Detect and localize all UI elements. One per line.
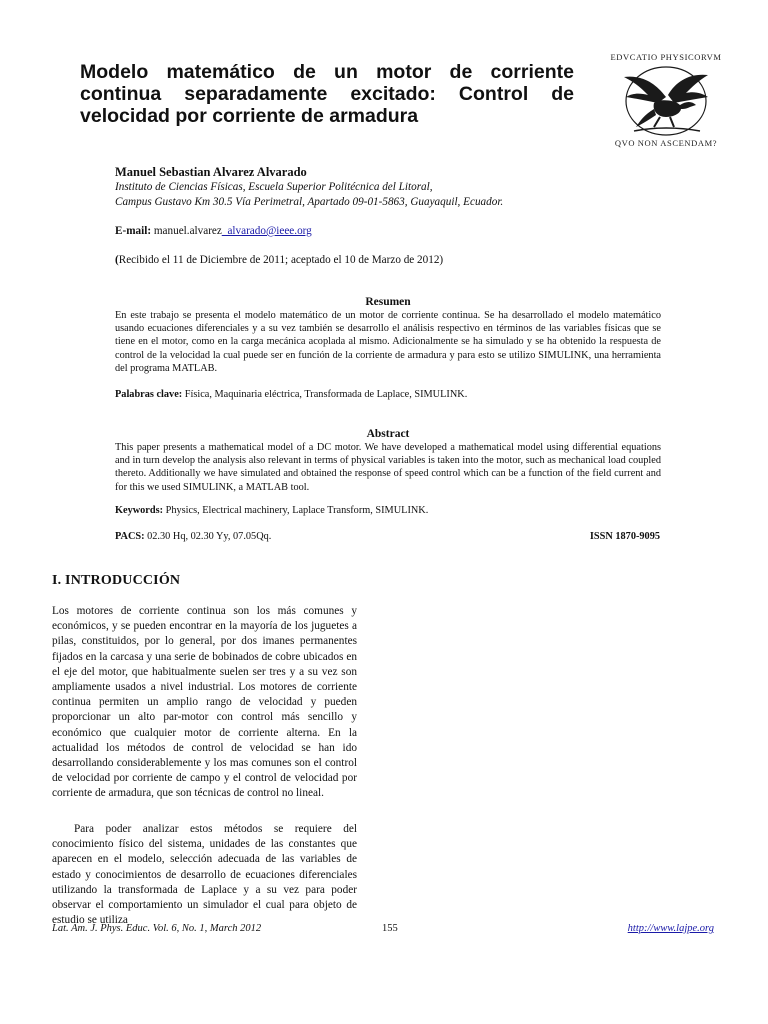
- page-title: Modelo matemático de un motor de corriente continua separadamente excitado: Control de velocidad por corriente de armadura: [80, 61, 574, 127]
- journal-logo: [596, 52, 736, 148]
- received-dates: [115, 254, 443, 266]
- author-email: [115, 225, 312, 237]
- author-name: Manuel Sebastian Alvarez Alvarado: [115, 165, 307, 179]
- resumen-text: En este trabajo se presenta el modelo matemático de un motor de corriente continua. Se ha desarrollado el modelo matemático usando ecuaciones diferenciales y a su vez también se desarrollo el análisis respectivo en términos de las variables físicas que se tiene en el motor, como en la carga mecánica acoplada al mismo. Adicionalmente se ha simulado y se ha obtenido la respuesta de control de la velocidad la cual puede ser en función de la corriente de armadura y para esto se utilizo SIMULINK, una herramienta del programa MATLAB.: [115, 310, 661, 374]
- logo-bottom-text: QVO NON ASCENDAM?: [614, 138, 718, 148]
- footer-page-number: 155: [382, 923, 398, 934]
- author-affiliation-line-2: Campus Gustavo Km 30.5 Vía Perimetral, Apartado 09-01-5863, Guayaquil, Ecuador.: [115, 196, 504, 208]
- paragraph-text: Para poder analizar estos métodos se requiere del conocimiento físico del sistema, unidades de las constantes que aparecen en el modelo, selección adecuada de las variables de estado y conocimientos de desarrollo de ecuaciones diferenciales utilizando la transformada de Laplace y a su vez para poder observar el comportamiento un simulador el cual para objeto de estudio se utiliza: [52, 823, 357, 927]
- keywords-label: Keywords:: [115, 505, 164, 516]
- intro-paragraph-1: [52, 604, 357, 802]
- issn-number: ISSN 1870-9095: [589, 531, 660, 542]
- palabras-clave-values: Física, Maquinaria eléctrica, Transformada de Laplace, SIMULINK.: [182, 389, 468, 400]
- email-user: manuel.alvarez: [153, 225, 222, 237]
- resumen-heading: Resumen: [365, 296, 411, 308]
- intro-paragraph-2: [52, 822, 357, 928]
- pacs-label: PACS:: [115, 531, 145, 542]
- email-label: E-mail:: [115, 225, 152, 237]
- keywords-values: Physics, Electrical machinery, Laplace Transform, SIMULINK.: [163, 505, 429, 516]
- email-link[interactable]: _alvarado@ieee.org: [221, 225, 312, 237]
- received-open-paren: (: [115, 254, 119, 266]
- abstract-heading: Abstract: [366, 428, 410, 440]
- palabras-clave-label: Palabras clave:: [115, 389, 183, 400]
- keywords: [115, 505, 428, 516]
- paragraph-text: Los motores de corriente continua son los más comunes y económicos, y se pueden encontrar en la mayoría de los juguetes a pilas, constituidos, por lo general, por dos imanes permanentes fijados en la carcasa y una serie de bobinados de cobre ubicados en el eje del motor, que habitualmente suelen ser tres y a su vez son ampliamente usados a nivel industrial. Los motores de corriente continua permiten un amplio rango de velocidad y pueden proporcionar un alto par-motor con control más sencillo y económico que cualquier motor de corriente alterna. En la actualidad los métodos de control de velocidad se han ido desarrollando considerablemente y los mas comunes son el control de velocidad por corriente de campo y el control de velocidad por corriente de armadura, que son técnicas de control no lineal.: [52, 605, 357, 800]
- pacs-values: 02.30 Hq, 02.30 Yy, 07.05Qq.: [144, 531, 272, 542]
- winged-griffin-icon: [614, 63, 718, 139]
- author-affiliation-line-1: Instituto de Ciencias Físicas, Escuela Superior Politécnica del Litoral,: [115, 181, 433, 193]
- palabras-clave: [115, 389, 467, 400]
- received-text: Recibido el 11 de Diciembre de 2011; aceptado el 10 de Marzo de 2012): [118, 254, 444, 266]
- footer-journal-url[interactable]: http://www.lajpe.org: [627, 923, 714, 934]
- footer-journal-citation: Lat. Am. J. Phys. Educ. Vol. 6, No. 1, March 2012: [52, 923, 262, 934]
- section-heading-introduccion: I. INTRODUCCIÓN: [52, 573, 181, 588]
- abstract-text: This paper presents a mathematical model of a DC motor. We have developed a mathematical model using differential equations and in turn develop the analysis also relevant in terms of physical variables is taken into the motor, such as mechanical load coupled thereto. Additionally we have simulated and obtained the response of speed control which can be a function of the field current and for this we used SIMULINK, a MATLAB tool.: [115, 442, 661, 493]
- pacs-codes: [115, 531, 271, 542]
- logo-top-text: EDVCATIO PHYSICORVM: [610, 52, 722, 62]
